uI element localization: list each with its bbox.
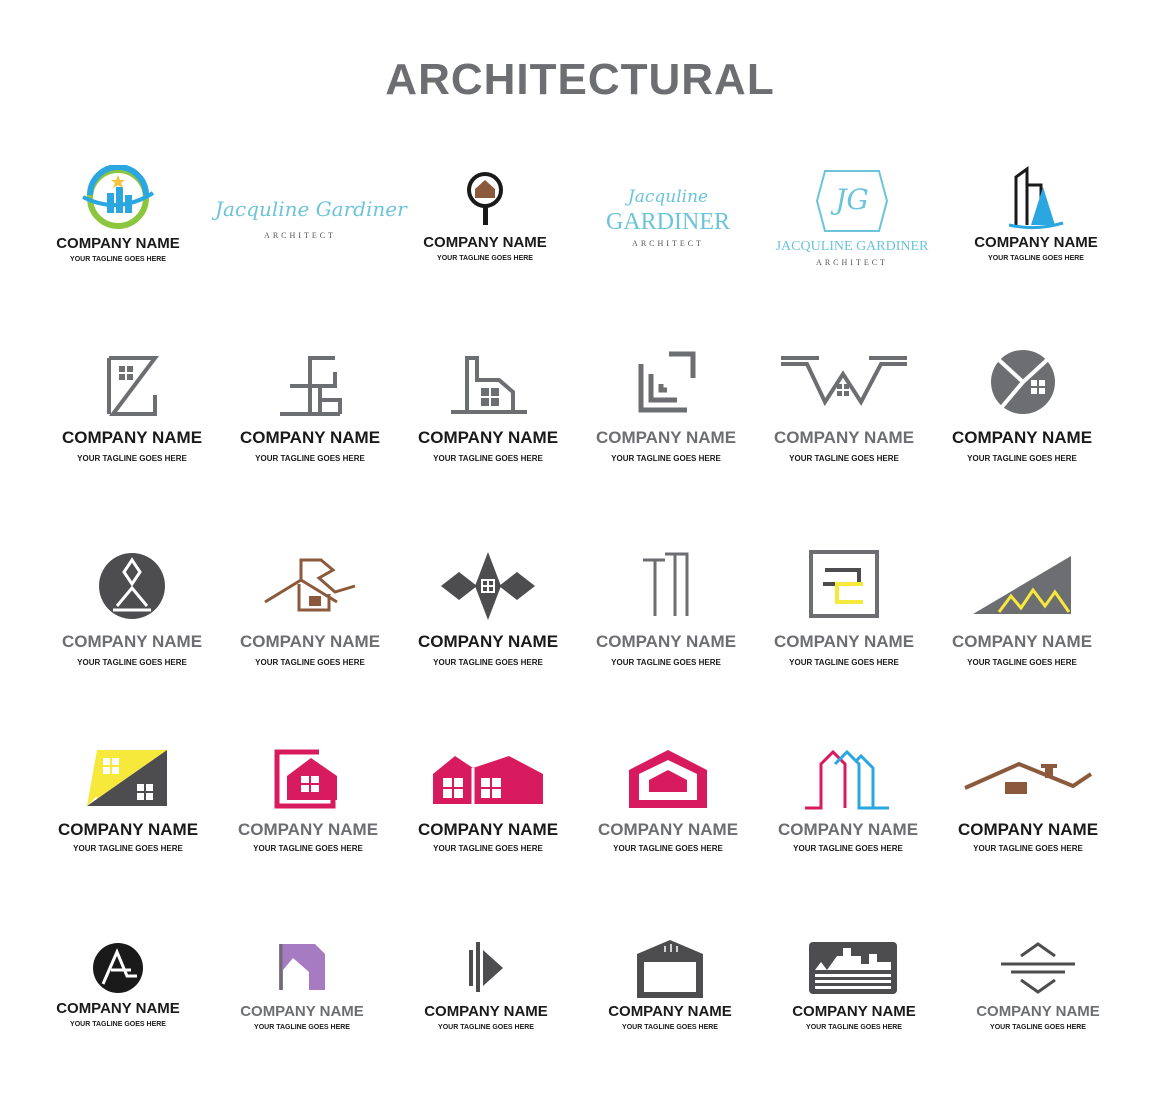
tagline: YOUR TAGLINE GOES HERE — [254, 1024, 350, 1031]
logo-tile — [33, 940, 203, 1070]
company-name: COMPANY NAME — [951, 632, 1093, 651]
company-name: COMPANY NAME — [608, 1003, 732, 1020]
logo-tile — [215, 165, 407, 295]
logo-tile — [937, 350, 1107, 480]
tagline: YOUR TAGLINE GOES HERE — [988, 255, 1084, 262]
tagline: YOUR TAGLINE GOES HERE — [77, 454, 187, 463]
globe-building-icon — [33, 165, 203, 245]
tagline: YOUR TAGLINE GOES HERE — [437, 255, 533, 262]
tagline: YOUR TAGLINE GOES HERE — [438, 1024, 534, 1031]
architect-label: ARCHITECT — [816, 258, 888, 267]
logo-tile — [223, 740, 393, 870]
company-name: COMPANY NAME — [237, 820, 379, 839]
tagline: YOUR TAGLINE GOES HERE — [70, 256, 166, 263]
circle-house-icon — [937, 350, 1107, 430]
pink-houses-icon — [403, 740, 573, 820]
company-name: COMPANY NAME — [56, 235, 180, 252]
tagline: YOUR TAGLINE GOES HERE — [73, 844, 183, 853]
pink-frame-house-icon — [223, 740, 393, 820]
brown-roof-icon — [225, 550, 395, 630]
tagline: YOUR TAGLINE GOES HERE — [433, 454, 543, 463]
logo-tile — [401, 940, 571, 1070]
logo-tile — [400, 165, 570, 295]
architect-label: ARCHITECT — [264, 231, 336, 240]
brown-roofline-icon — [943, 740, 1113, 820]
logo-tile — [767, 165, 937, 295]
monogram: JG — [835, 183, 869, 216]
tagline: YOUR TAGLINE GOES HERE — [793, 844, 903, 853]
sail-building-icon — [951, 165, 1121, 235]
architect-label: ARCHITECT — [632, 239, 704, 248]
company-name: COMPANY NAME — [597, 820, 739, 839]
script-name: Jacquline Gardiner — [215, 197, 407, 221]
logo-tile — [47, 350, 217, 480]
w-roof-icon — [759, 350, 929, 430]
tagline: YOUR TAGLINE GOES HERE — [613, 844, 723, 853]
logo-tile — [937, 550, 1107, 680]
logo-tile — [585, 940, 755, 1070]
pink-outline-house-icon — [583, 740, 753, 820]
company-name: COMPANY NAME — [773, 428, 915, 447]
chevron-lines-icon — [953, 940, 1123, 1000]
magnifier-house-icon — [400, 165, 570, 235]
square-e-icon — [759, 550, 929, 630]
building-window-icon — [403, 350, 573, 430]
logo-tile — [581, 350, 751, 480]
company-name: COMPANY NAME — [424, 1003, 548, 1020]
logo-tile — [403, 740, 573, 870]
company-name: COMPANY NAME — [417, 428, 559, 447]
tagline: YOUR TAGLINE GOES HERE — [990, 1024, 1086, 1031]
company-name: COMPANY NAME — [595, 428, 737, 447]
company-name: COMPANY NAME — [976, 1003, 1100, 1020]
tagline: YOUR TAGLINE GOES HERE — [611, 658, 721, 667]
m-line-icon — [763, 740, 933, 820]
tagline: YOUR TAGLINE GOES HERE — [622, 1024, 718, 1031]
tagline: YOUR TAGLINE GOES HERE — [611, 454, 721, 463]
tagline: YOUR TAGLINE GOES HERE — [967, 454, 1077, 463]
company-name: COMPANY NAME — [61, 632, 203, 651]
tagline: YOUR TAGLINE GOES HERE — [77, 658, 187, 667]
tagline: YOUR TAGLINE GOES HERE — [789, 658, 899, 667]
logo-tile — [403, 550, 573, 680]
circle-diamond-icon — [47, 550, 217, 630]
company-name: COMPANY NAME — [240, 1003, 364, 1020]
serif-full-name: JACQULINE GARDINER — [775, 239, 929, 254]
logo-tile — [403, 350, 573, 480]
nested-corner-icon — [581, 350, 751, 430]
company-name: COMPANY NAME — [974, 234, 1098, 251]
company-name: COMPANY NAME — [239, 632, 381, 651]
logo-tile — [47, 550, 217, 680]
page-title: ARCHITECTURAL — [385, 55, 775, 104]
company-name: COMPANY NAME — [957, 820, 1099, 839]
tagline: YOUR TAGLINE GOES HERE — [806, 1024, 902, 1031]
logo-tile — [581, 550, 751, 680]
e-line-icon — [225, 350, 395, 430]
company-name: COMPANY NAME — [792, 1003, 916, 1020]
garage-house-icon — [585, 940, 755, 1000]
logo-tile — [225, 550, 395, 680]
z-window-icon — [47, 350, 217, 430]
slope-mountain-icon — [937, 550, 1107, 630]
logo-tile — [43, 740, 213, 870]
tagline: YOUR TAGLINE GOES HERE — [433, 844, 543, 853]
skyline-panel-icon — [769, 940, 939, 1000]
company-name: COMPANY NAME — [773, 632, 915, 651]
tagline: YOUR TAGLINE GOES HERE — [789, 454, 899, 463]
tagline: YOUR TAGLINE GOES HERE — [967, 658, 1077, 667]
logo-tile — [943, 740, 1113, 870]
tagline: YOUR TAGLINE GOES HERE — [255, 454, 365, 463]
company-name: COMPANY NAME — [951, 428, 1093, 447]
company-name: COMPANY NAME — [777, 820, 919, 839]
company-name: COMPANY NAME — [417, 820, 559, 839]
logo-tile — [583, 740, 753, 870]
serif-last-name: GARDINER — [606, 209, 730, 235]
logo-tile — [759, 350, 929, 480]
company-name: COMPANY NAME — [57, 820, 199, 839]
company-name: COMPANY NAME — [595, 632, 737, 651]
circle-a-icon — [33, 940, 203, 1000]
play-bars-icon — [401, 940, 571, 1000]
logo-tile — [951, 165, 1121, 295]
company-name: COMPANY NAME — [417, 632, 559, 651]
company-name: COMPANY NAME — [61, 428, 203, 447]
tagline: YOUR TAGLINE GOES HERE — [255, 658, 365, 667]
tagline: YOUR TAGLINE GOES HERE — [253, 844, 363, 853]
logo-tile — [769, 940, 939, 1070]
logo-tile — [33, 165, 203, 295]
tagline: YOUR TAGLINE GOES HERE — [433, 658, 543, 667]
pillar-icon — [581, 550, 751, 630]
script-first-name: Jacquline — [627, 187, 709, 207]
purple-door-icon — [217, 940, 387, 1000]
logo-tile — [759, 550, 929, 680]
logo-tile — [583, 165, 753, 295]
logo-tile — [763, 740, 933, 870]
company-name: COMPANY NAME — [239, 428, 381, 447]
diamond-star-icon — [403, 550, 573, 630]
split-square-icon — [43, 740, 213, 820]
logo-tile — [217, 940, 387, 1070]
logo-tile — [953, 940, 1123, 1070]
logo-tile — [225, 350, 395, 480]
tagline: YOUR TAGLINE GOES HERE — [973, 844, 1083, 853]
tagline: YOUR TAGLINE GOES HERE — [70, 1021, 166, 1028]
company-name: COMPANY NAME — [423, 234, 547, 251]
company-name: COMPANY NAME — [56, 1000, 180, 1017]
